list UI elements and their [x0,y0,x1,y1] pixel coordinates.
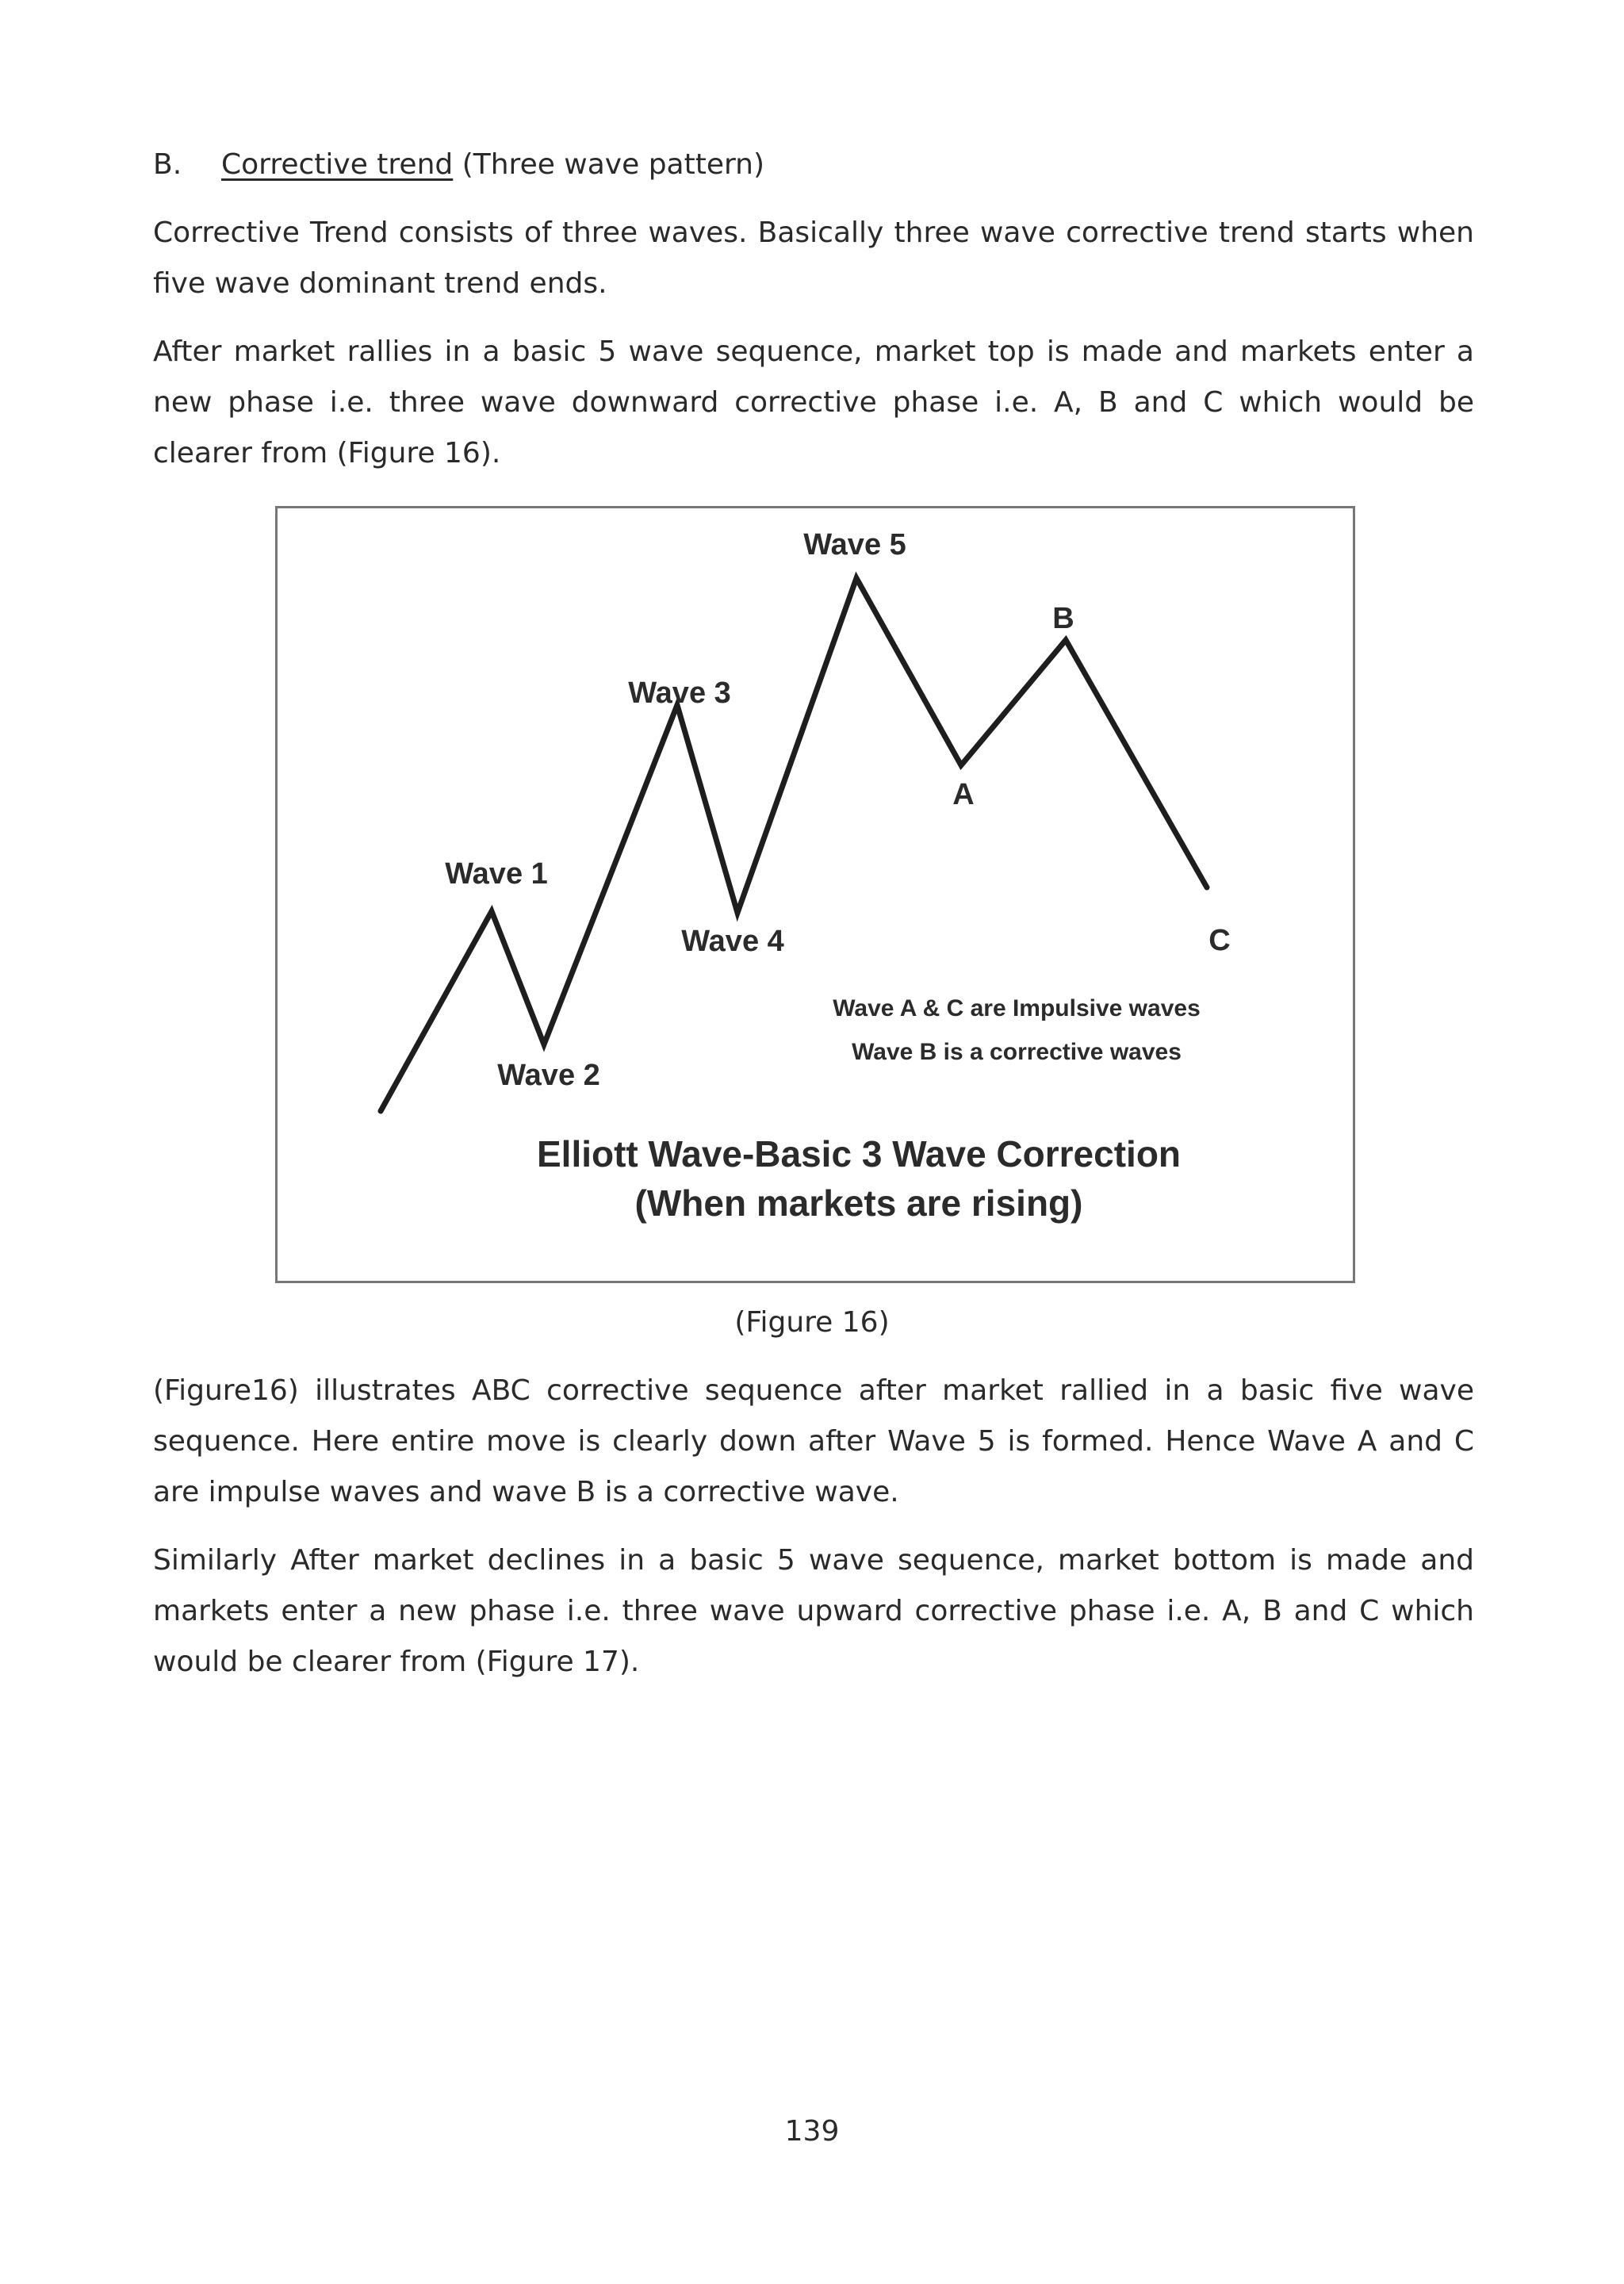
figure-title-line-1: Elliott Wave-Basic 3 Wave Correction [536,1133,1182,1175]
paragraph-1: Corrective Trend consists of three waves. Basically three wave corrective trend starts when five wave dominant trend ends. [153,217,1474,300]
section-heading [153,140,1474,190]
section-subtitle: (Three wave pattern) [462,148,765,181]
label-c: C [1208,924,1231,957]
paragraph-2: After market rallies in a basic 5 wave sequence, market top is made and markets enter a new phase i.e. three wave downward corrective phase i.e. A, B and C which would be clearer from (Figure 16). [153,335,1474,469]
section-marker: B. [153,148,182,181]
figure-title-line-2: (When markets are rising) [634,1182,1083,1224]
note-corrective: Wave B is a corrective waves [852,1039,1182,1065]
label-a: A [952,778,975,811]
figure-16 [275,506,1355,1283]
label-wave-1: Wave 1 [445,857,548,891]
paragraph-3: (Figure16) illustrates ABC corrective sequence after market rallied in a basic five wave sequence. Here entire move is clearly down after Wave 5 is formed. Hence Wave A and C are impulse waves and wave B is a corrective wave. [153,1374,1474,1508]
label-wave-2: Wave 2 [497,1059,600,1092]
elliott-wave-diagram [278,508,1358,1286]
section-title: Corrective trend [221,148,454,181]
paragraph-4: Similarly After market declines in a basic 5 wave sequence, market bottom is made and markets enter a new phase i.e. three wave upward corrective phase i.e. A, B and C which would be clearer from (Figure 17). [153,1544,1474,1678]
page-number: 139 [784,2115,840,2148]
label-wave-4: Wave 4 [681,925,784,958]
label-wave-5: Wave 5 [803,528,906,561]
label-b: B [1052,602,1074,635]
wave-path [381,578,1207,1111]
figure-caption: (Figure 16) [734,1306,890,1339]
note-impulsive: Wave A & C are Impulsive waves [833,995,1201,1021]
label-wave-3: Wave 3 [628,676,731,710]
